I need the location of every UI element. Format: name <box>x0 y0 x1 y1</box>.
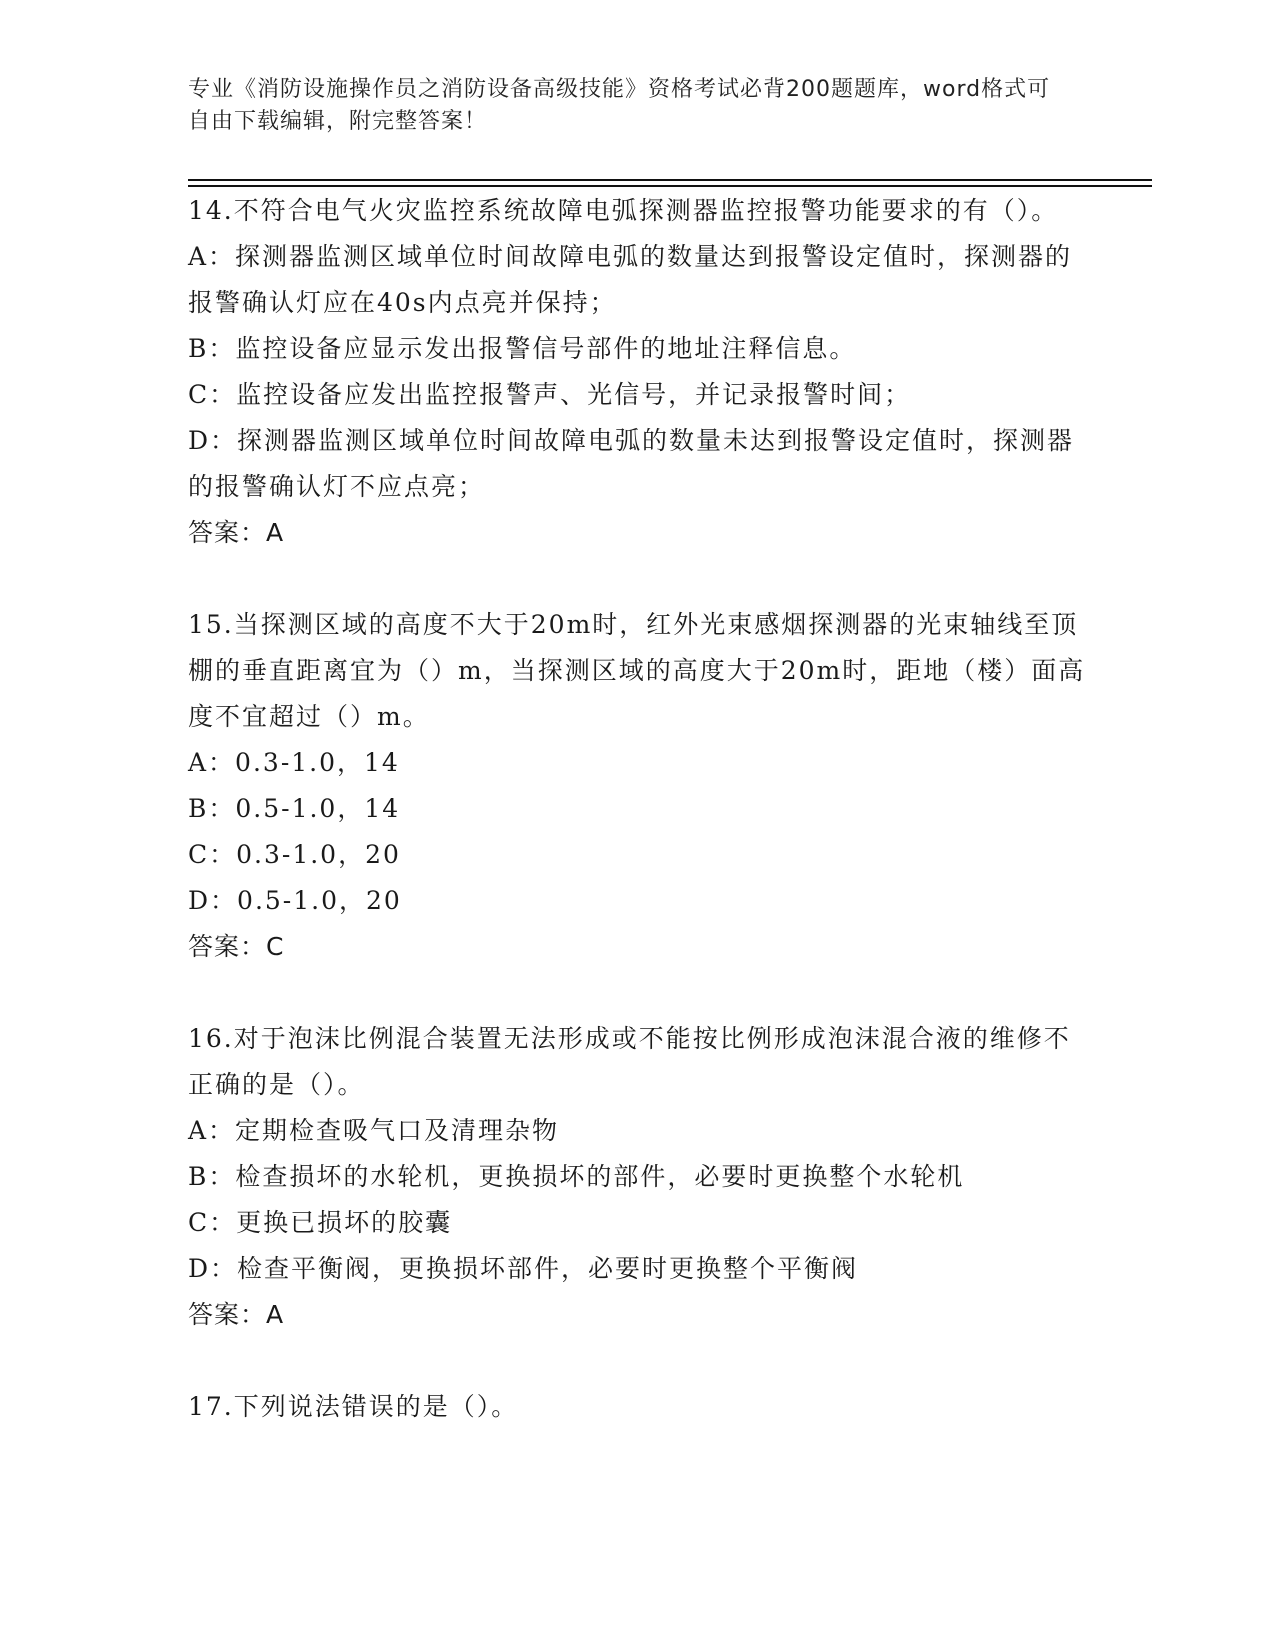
answer: 答案：A <box>188 518 285 547</box>
option-b: B：监控设备应显示发出报警信号部件的地址注释信息。 <box>188 334 857 363</box>
option-b: B：0.5-1.0，14 <box>188 794 401 823</box>
question-stem: 16.对于泡沫比例混合装置无法形成或不能按比例形成泡沫混合液的维修不正确的是（）。 <box>188 1024 1071 1099</box>
option-a: A：0.3-1.0，14 <box>188 748 400 777</box>
header-divider-top <box>188 179 1152 181</box>
option-c: C：监控设备应发出监控报警声、光信号，并记录报警时间； <box>188 380 912 409</box>
option-d: D：探测器监测区域单位时间故障电弧的数量未达到报警设定值时，探测器的报警确认灯不应点亮； <box>188 426 1075 501</box>
header-divider-bottom <box>188 185 1152 187</box>
option-b: B：检查损坏的水轮机，更换损坏的部件，必要时更换整个水轮机 <box>188 1162 965 1191</box>
option-c: C：更换已损坏的胶囊 <box>188 1208 453 1237</box>
option-d: D：0.5-1.0，20 <box>188 886 402 915</box>
answer: 答案：A <box>188 1300 285 1329</box>
question-15 <box>188 602 1088 970</box>
question-stem: 17.下列说法错误的是（）。 <box>188 1392 519 1421</box>
document-header: 专业《消防设施操作员之消防设备高级技能》资格考试必背200题题库，word格式可自由下载编辑，附完整答案！ <box>188 77 1051 134</box>
question-stem: 15.当探测区域的高度不大于20m时，红外光束感烟探测器的光束轴线至顶棚的垂直距离宜为（）m，当探测区域的高度大于20m时，距地（楼）面高度不宜超过（）m。 <box>188 610 1086 731</box>
option-a: A：探测器监测区域单位时间故障电弧的数量达到报警设定值时，探测器的报警确认灯应在40s内点亮并保持； <box>188 242 1073 317</box>
question-stem: 14.不符合电气火灾监控系统故障电弧探测器监控报警功能要求的有（）。 <box>188 196 1059 225</box>
answer: 答案：C <box>188 932 285 961</box>
option-c: C：0.3-1.0，20 <box>188 840 401 869</box>
option-d: D：检查平衡阀，更换损坏部件，必要时更换整个平衡阀 <box>188 1254 859 1283</box>
question-16 <box>188 1016 1088 1338</box>
question-17 <box>188 1384 1088 1430</box>
question-14 <box>188 188 1088 556</box>
question-list <box>188 188 1088 1476</box>
option-a: A：定期检查吸气口及清理杂物 <box>188 1116 560 1145</box>
